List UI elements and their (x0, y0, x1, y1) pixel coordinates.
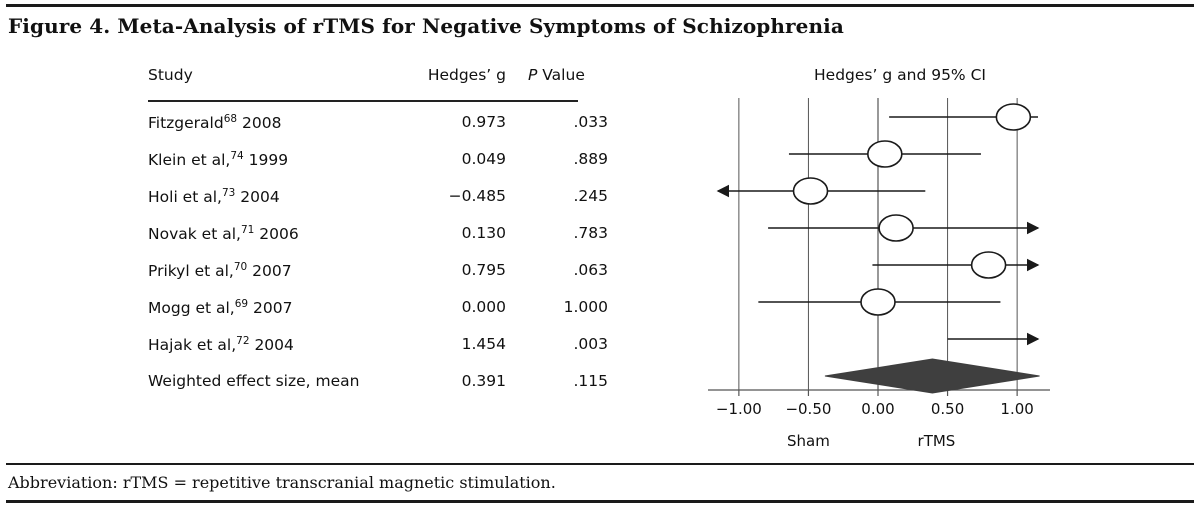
figure-footnote: Abbreviation: rTMS = repetitive transcranial magnetic stimulation. (8, 473, 556, 492)
effect-size-marker (879, 215, 913, 241)
cell-p-value: .003 (573, 335, 608, 353)
study-year: 1999 (243, 151, 289, 170)
table-row (148, 219, 678, 256)
table-body (148, 108, 678, 404)
p-value-rest: Value (537, 66, 585, 84)
table-row (148, 108, 678, 145)
study-year: 2004 (249, 336, 294, 355)
cell-p-value: .063 (573, 261, 608, 279)
p-italic: P (528, 66, 538, 84)
forest-plot-title: Hedges’ g and 95% CI (814, 66, 986, 84)
cell-p-value: 1.000 (563, 298, 608, 316)
column-header-study: Study (148, 66, 193, 84)
effect-size-marker (794, 178, 828, 204)
table-row (148, 293, 678, 330)
reference-superscript: 68 (223, 113, 238, 125)
results-table (148, 66, 678, 100)
reference-superscript: 74 (230, 150, 244, 162)
figure-title: Figure 4. Meta-Analysis of rTMS for Negative Symptoms of Schizophrenia (8, 14, 844, 38)
forest-plot-svg (700, 60, 1170, 460)
study-name: Mogg et al, (148, 299, 235, 318)
cell-study (148, 150, 288, 169)
study-year: 2007 (248, 299, 293, 318)
cell-p-value: .245 (573, 187, 608, 205)
reference-superscript: 70 (233, 261, 248, 273)
reference-superscript: 69 (234, 298, 249, 310)
x-tick-label: 1.00 (1000, 400, 1034, 418)
cell-study (148, 187, 280, 206)
x-tick-label: −0.50 (785, 400, 832, 418)
table-header-rule (148, 100, 578, 102)
cell-p-value: .033 (573, 113, 608, 131)
cell-study (148, 224, 299, 243)
study-year: 2004 (235, 188, 280, 207)
table-row (148, 367, 678, 404)
cell-hedges-g: −0.485 (448, 187, 506, 205)
study-year: 2008 (237, 114, 282, 133)
group-label-rtms: rTMS (917, 432, 956, 450)
cell-study (148, 261, 292, 280)
forest-plot (700, 60, 1170, 460)
effect-size-marker (861, 289, 895, 315)
column-header-hedges-g: Hedges’ g (427, 66, 506, 84)
footnote-top-rule (6, 463, 1194, 465)
x-tick-label: 0.00 (861, 400, 895, 418)
table-row (148, 330, 678, 367)
table-row (148, 145, 678, 182)
cell-p-value: .115 (573, 372, 608, 390)
study-name: Prikyl et al, (148, 262, 234, 281)
study-name: Novak et al, (148, 225, 241, 244)
summary-effect-diamond (825, 359, 1040, 393)
effect-size-marker (868, 141, 902, 167)
x-tick-label: 0.50 (930, 400, 965, 418)
cell-hedges-g: 0.795 (461, 261, 506, 279)
cell-hedges-g: 0.391 (461, 372, 506, 390)
cell-p-value: .889 (573, 150, 608, 168)
cell-study (148, 372, 359, 390)
group-label-sham: Sham (787, 432, 830, 450)
cell-study (148, 335, 294, 354)
table-header-row (148, 66, 678, 100)
x-tick-label: −1.00 (715, 400, 762, 418)
study-name: Fitzgerald (148, 114, 224, 133)
cell-p-value: .783 (573, 224, 608, 242)
cell-hedges-g: 0.049 (461, 150, 506, 168)
cell-study (148, 298, 292, 317)
cell-hedges-g: 0.973 (461, 113, 506, 131)
study-name: Weighted effect size, mean (148, 372, 360, 390)
study-name: Hajak et al, (148, 336, 237, 355)
cell-hedges-g: 1.454 (461, 335, 506, 353)
reference-superscript: 71 (240, 224, 255, 236)
cell-study (148, 113, 281, 132)
study-year: 2006 (254, 225, 299, 244)
table-row (148, 182, 678, 219)
reference-superscript: 72 (236, 335, 250, 347)
table-row (148, 256, 678, 293)
column-header-p-value (528, 66, 585, 84)
bottom-rule (6, 500, 1194, 503)
effect-size-marker (972, 252, 1006, 278)
study-name: Holi et al, (148, 188, 222, 207)
cell-hedges-g: 0.130 (461, 224, 506, 242)
effect-size-marker (996, 104, 1030, 130)
study-year: 2007 (247, 262, 292, 281)
top-rule (6, 4, 1194, 7)
cell-hedges-g: 0.000 (461, 298, 506, 316)
reference-superscript: 73 (221, 187, 236, 199)
study-name: Klein et al, (148, 151, 231, 170)
